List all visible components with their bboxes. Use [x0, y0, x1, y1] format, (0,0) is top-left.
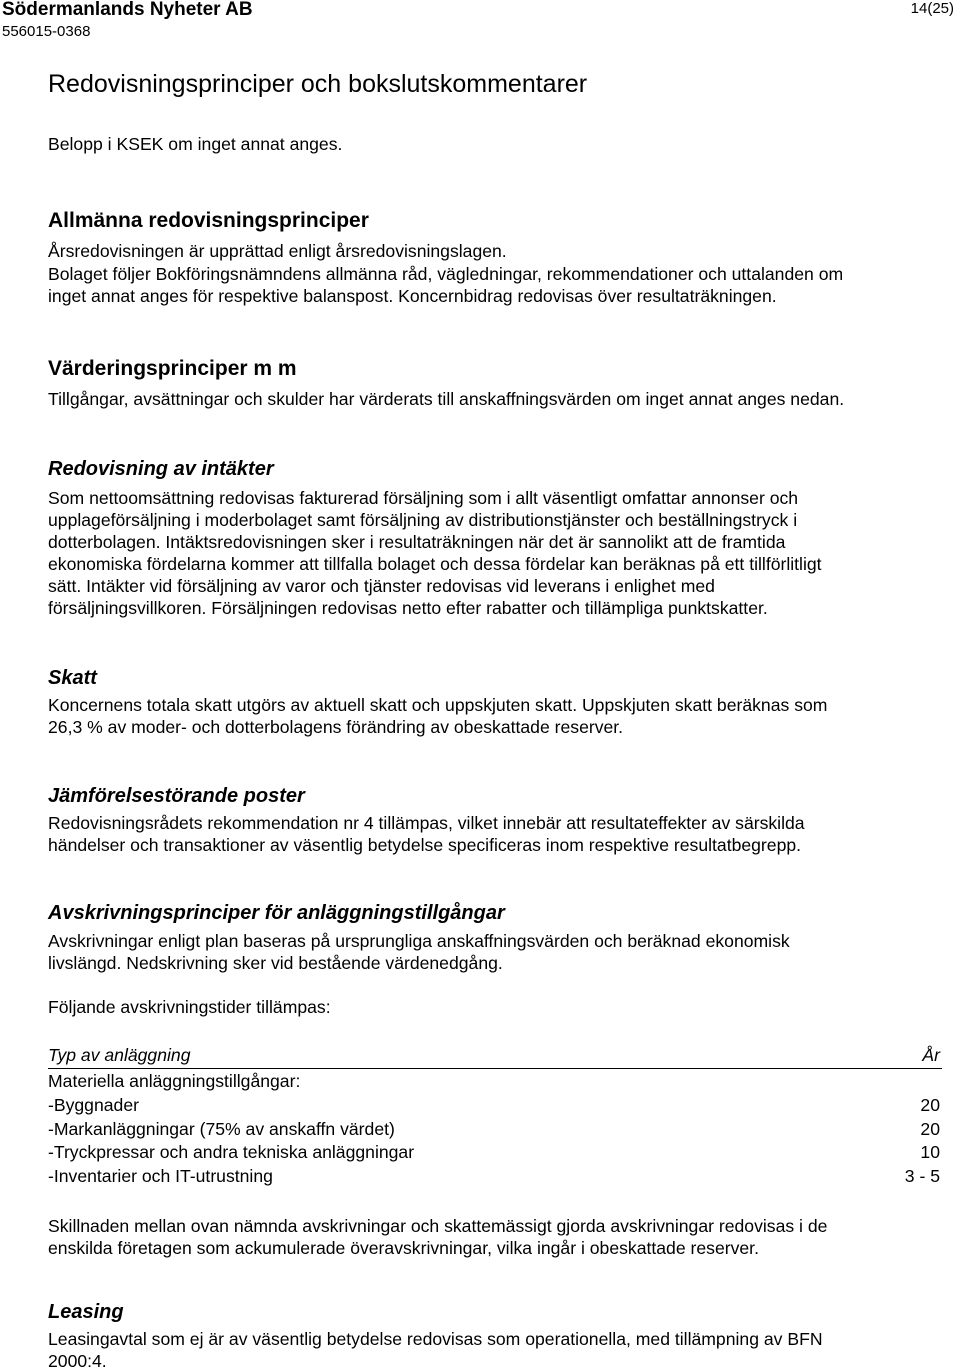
tax-line-1: Koncernens totala skatt utgörs av aktuell skatt och uppskjuten skatt. Uppskjuten skatt beräknas som: [48, 695, 828, 715]
table-header-row: [48, 1044, 942, 1069]
heading-comparison: Jämförelsestörande poster: [48, 785, 305, 807]
depreciation-line-1: Avskrivningar enligt plan baseras på ursprungliga anskaffningsvärden och beräknad ekonomisk: [48, 931, 790, 951]
revenue-line-5: sätt. Intäkter vid försäljning av varor och tjänster redovisas vid leverans i enlighet med: [48, 576, 715, 596]
table-cell-type: -Markanläggningar (75% av anskaffn värdet): [48, 1118, 395, 1139]
heading-revenue: Redovisning av intäkter: [48, 458, 274, 480]
depreciation-table: [48, 1044, 942, 1189]
table-cell-type: -Byggnader: [48, 1094, 139, 1115]
column-header-years: År: [859, 1044, 942, 1069]
table-cell-years: 3 - 5: [904, 1166, 940, 1187]
general-line-1: Årsredovisningen är upprättad enligt årsredovisningslagen.: [48, 241, 507, 261]
table-cell-years: 20: [920, 1094, 940, 1115]
heading-valuation: Värderingsprinciper m m: [48, 357, 297, 380]
comparison-line-2: händelser och transaktioner av väsentlig betydelse specificeras inom respektive resultatbegrepp.: [48, 835, 802, 855]
column-header-type: Typ av anläggning: [48, 1044, 859, 1069]
heading-general: Allmänna redovisningsprinciper: [48, 209, 369, 232]
table-group-label: Materiella anläggningstillgångar:: [48, 1071, 301, 1091]
table-row: [48, 1094, 942, 1118]
depreciation-line-2: livslängd. Nedskrivning sker vid bestående värdenedgång.: [48, 953, 503, 973]
company-name: Södermanlands Nyheter AB: [2, 0, 253, 20]
page-title: Redovisningsprinciper och bokslutskommentarer: [48, 70, 588, 98]
revenue-line-6: försäljningsvillkoren. Försäljningen redovisas netto efter rabatter och tillämpliga punktskatter.: [48, 598, 768, 618]
revenue-line-4: ekonomiska fördelarna kommer att tillfalla bolaget och dessa fördelar kan beräknas på ett tillförlitligt: [48, 554, 822, 574]
table-group-empty: [859, 1069, 942, 1094]
heading-tax: Skatt: [48, 667, 97, 689]
intro-text: Belopp i KSEK om inget annat anges.: [48, 134, 343, 154]
table-row: [48, 1165, 942, 1189]
leasing-line-1: Leasingavtal som ej är av väsentlig betydelse redovisas som operationella, med tillämpning av BFN: [48, 1329, 823, 1349]
depreciation-after-line-2: enskilda företagen som ackumulerade överavskrivningar, vilka ingår i obeskattade reserver.: [48, 1238, 759, 1258]
revenue-line-3: dotterbolagen. Intäktsredovisningen sker i resultaträkningen när det är sannolikt att de framtida: [48, 532, 786, 552]
depreciation-table-intro: Följande avskrivningstider tillämpas:: [48, 997, 331, 1017]
heading-leasing: Leasing: [48, 1301, 124, 1323]
depreciation-after-line-1: Skillnaden mellan ovan nämnda avskrivningar och skattemässigt gjorda avskrivningar redovisas i de: [48, 1216, 828, 1236]
table-cell-years: 10: [920, 1142, 940, 1163]
revenue-line-2: upplageförsäljning i moderbolaget samt försäljning av distributionstjänster och beställningstryck i: [48, 510, 798, 530]
page-number: 14(25): [910, 0, 954, 17]
comparison-line-1: Redovisningsrådets rekommendation nr 4 tillämpas, vilket innebär att resultateffekter av särskilda: [48, 813, 805, 833]
heading-depreciation: Avskrivningsprinciper för anläggningstillgångar: [48, 902, 505, 924]
table-cell-years: 20: [920, 1118, 940, 1139]
table-row: [48, 1141, 942, 1165]
table-cell-type: -Tryckpressar och andra tekniska anläggningar: [48, 1142, 415, 1163]
general-line-3: inget annat anges för respektive balanspost. Koncernbidrag redovisas över resultaträkningen.: [48, 286, 777, 306]
revenue-line-1: Som nettoomsättning redovisas fakturerad försäljning som i allt väsentligt omfattar annonser och: [48, 488, 799, 508]
table-group-row: [48, 1069, 942, 1094]
org-number: 556015-0368: [2, 23, 91, 40]
table-row: [48, 1118, 942, 1142]
valuation-text: Tillgångar, avsättningar och skulder har värderats till anskaffningsvärden om inget annat anges nedan.: [48, 389, 845, 409]
table-cell-type: -Inventarier och IT-utrustning: [48, 1166, 273, 1187]
tax-line-2: 26,3 % av moder- och dotterbolagens förändring av obeskattade reserver.: [48, 717, 624, 737]
general-line-2: Bolaget följer Bokföringsnämndens allmänna råd, vägledningar, rekommendationer och uttalanden om: [48, 264, 844, 284]
leasing-line-2: 2000:4.: [48, 1351, 107, 1371]
